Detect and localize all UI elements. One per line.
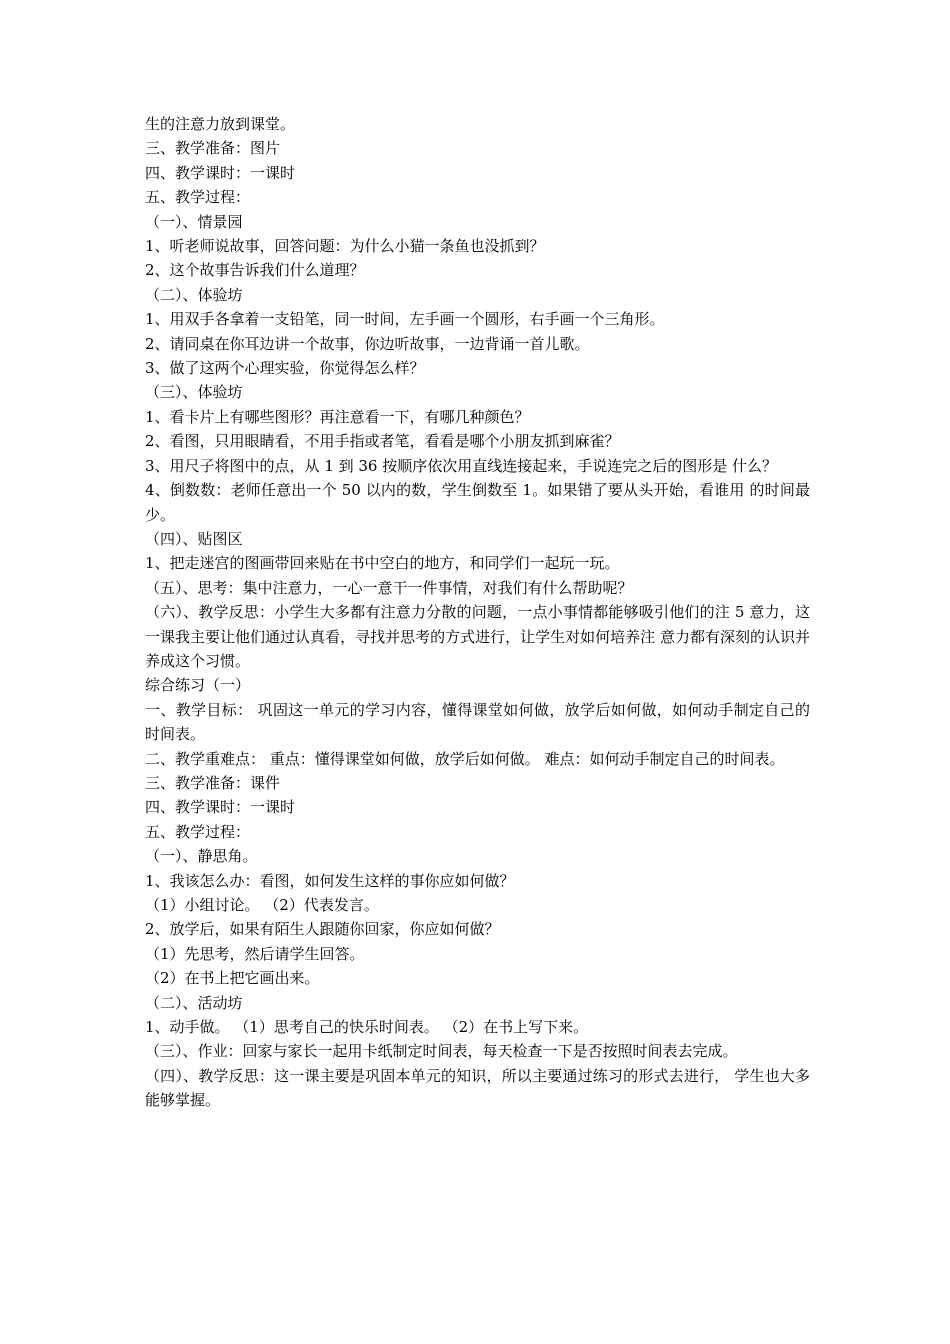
text-paragraph: 二、教学重难点： 重点：懂得课堂如何做，放学后如何做。 难点：如何动手制定自己的时间表。 <box>145 749 785 768</box>
text-line: 五、教学过程： <box>145 822 251 841</box>
text-line: 四、教学课时：一课时 <box>145 163 296 182</box>
text-line: 2、请同桌在你耳边讲一个故事，你边听故事，一边背诵一首儿歌。 <box>145 334 590 353</box>
text-paragraph: （六）、教学反思：小学生大多都有注意力分散的问题，一点小事情都能够吸引他们的注 5 意力，这一课我主要让他们通过认真看，寻找并思考的方式进行，让学生对如何培养注 意力都有深刻的认识并养成这个习惯。 <box>145 603 810 670</box>
section-heading: （四）、贴图区 <box>145 529 243 548</box>
text-line: 1、把走迷宫的图画带回来贴在书中空白的地方，和同学们一起玩一玩。 <box>145 554 620 573</box>
text-line: 1、动手做。 （1）思考自己的快乐时间表。 （2）在书上写下来。 <box>145 1018 589 1037</box>
text-line: 1、看卡片上有哪些图形？再注意看一下，有哪几种颜色？ <box>145 407 530 426</box>
text-line: 1、用双手各拿着一支铅笔，同一时间，左手画一个圆形，右手画一个三角形。 <box>145 310 665 329</box>
text-paragraph: 一、教学目标： 巩固这一单元的学习内容，懂得课堂如何做，放学后如何做，如何动手制定自己的 时间表。 <box>145 700 810 744</box>
section-title: 综合练习（一） <box>145 676 251 695</box>
text-line: 生的注意力放到课堂。 <box>145 115 296 133</box>
text-line: （五）、思考：集中注意力，一心一意干一件事情，对我们有什么帮助呢？ <box>145 578 633 597</box>
text-line: （1）先思考，然后请学生回答。 <box>145 944 365 963</box>
text-line: 2、放学后，如果有陌生人跟随你回家，你应如何做？ <box>145 920 500 939</box>
text-paragraph: 4、倒数数：老师任意出一个 50 以内的数，学生倒数至 1。如果错了要从头开始，看谁用 的时间最少。 <box>145 481 810 524</box>
text-paragraph: （四）、教学反思：这一课主要是巩固本单元的知识，所以主要通过练习的形式去进行， 学生也大多能够掌握。 <box>145 1066 810 1110</box>
text-line: 2、这个故事告诉我们什么道理？ <box>145 261 365 280</box>
section-heading: （一）、静思角。 <box>145 847 258 866</box>
document-body <box>145 112 810 1113</box>
text-line: 五、教学过程： <box>145 188 251 207</box>
text-line: 1、听老师说故事，回答问题：为什么小猫一条鱼也没抓到？ <box>145 237 545 256</box>
text-line: 2、看图，只用眼睛看，不用手指或者笔，看看是哪个小朋友抓到麻雀？ <box>145 432 620 451</box>
section-heading: （三）、体验坊 <box>145 383 243 402</box>
text-line: （2）在书上把它画出来。 <box>145 969 320 988</box>
text-line: （三）、作业：回家与家长一起用卡纸制定时间表，每天检查一下是否按照时间表去完成。 <box>145 1042 738 1061</box>
text-line: 四、教学课时：一课时 <box>145 798 296 817</box>
text-line: 三、教学准备：图片 <box>145 139 281 158</box>
text-paragraph: 3、用尺子将图中的点，从 1 到 36 按顺序依次用直线连接起来，手说连完之后的图形是 什么？ <box>145 456 778 475</box>
text-line: （1）小组讨论。 （2）代表发言。 <box>145 896 379 914</box>
text-line: 1、我该怎么办：看图，如何发生这样的事你应如何做？ <box>145 871 515 890</box>
text-line: 3、做了这两个心理实验，你觉得怎么样？ <box>145 359 425 378</box>
section-heading: （一）、情景园 <box>145 212 243 231</box>
section-heading: （二）、体验坊 <box>145 285 243 304</box>
text-line: 三、教学准备：课件 <box>145 773 281 792</box>
section-heading: （二）、活动坊 <box>145 993 243 1012</box>
